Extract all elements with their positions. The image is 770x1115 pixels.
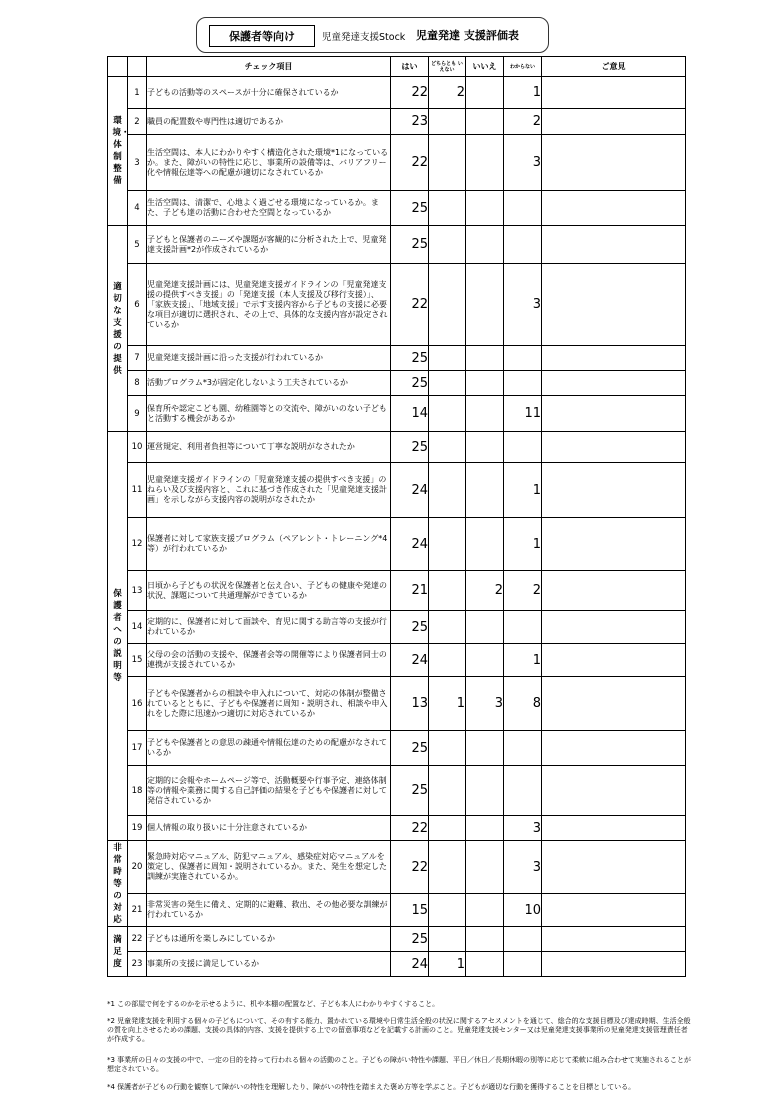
unknown-count (504, 346, 542, 371)
no-count (466, 731, 504, 766)
unknown-count: 2 (504, 571, 542, 611)
unknown-count: 3 (504, 135, 542, 191)
no-count (466, 644, 504, 677)
unknown-count (504, 927, 542, 952)
neutral-count (429, 346, 466, 371)
no-count (466, 841, 504, 894)
opinion-cell (542, 135, 686, 191)
table-row (108, 611, 686, 644)
check-item-text: 生活空間は、清潔で、心地よく過ごせる環境になっているか。また、子ども達の活動に合わせた空間となっているか (147, 191, 391, 226)
yes-count: 24 (391, 463, 429, 518)
check-item-header: チェック項目 (147, 57, 391, 77)
check-item-text: 生活空間は、本人にわかりやすく構造化された環境*1になっているか。また、障がいの特性に応じ、事業所の設備等は、バリアフリー化や情報伝達等への配慮が適切になされているか (147, 135, 391, 191)
item-number: 1 (128, 77, 147, 109)
footnote-3: *3 事業所の日々の支援の中で、一定の目的を持って行われる個々の活動のこと。子どもの障がい特性や課題、平日／休日／長期休暇の別等に応じて柔軟に組み合わせて実施されることが想定されている。 (107, 1056, 692, 1073)
yes-count: 25 (391, 371, 429, 396)
unknown-count (504, 191, 542, 226)
neutral-count (429, 463, 466, 518)
no-count (466, 226, 504, 264)
opinion-cell (542, 191, 686, 226)
table-row (108, 191, 686, 226)
opinion-cell (542, 396, 686, 432)
table-body (108, 77, 686, 977)
table-row (108, 731, 686, 766)
table-row (108, 77, 686, 109)
yes-count: 25 (391, 191, 429, 226)
no-count (466, 894, 504, 927)
unknown-count: 10 (504, 894, 542, 927)
neutral-count: 1 (429, 952, 466, 977)
no-count (466, 518, 504, 571)
yes-count: 25 (391, 226, 429, 264)
check-item-text: 定期的に会報やホームページ等で、活動概要や行事予定、連絡体制等の情報や業務に関する自己評価の結果を子どもや保護者に対して発信されているか (147, 766, 391, 816)
no-count (466, 463, 504, 518)
item-number: 21 (128, 894, 147, 927)
table-row (108, 894, 686, 927)
check-item-text: 児童発達支援計画に沿った支援が行われているか (147, 346, 391, 371)
unknown-count: 2 (504, 109, 542, 135)
table-row (108, 766, 686, 816)
check-item-text: 職員の配置数や専門性は適切であるか (147, 109, 391, 135)
item-number: 5 (128, 226, 147, 264)
table-row (108, 677, 686, 731)
category-header (108, 57, 128, 77)
unknown-count: 3 (504, 264, 542, 346)
neutral-count (429, 432, 466, 463)
no-count (466, 927, 504, 952)
item-number: 20 (128, 841, 147, 894)
neutral-count (429, 927, 466, 952)
opinion-cell (542, 518, 686, 571)
check-item-text: 個人情報の取り扱いに十分注意されているか (147, 816, 391, 841)
no-count (466, 264, 504, 346)
category-cell (108, 226, 128, 432)
unknown-count: 1 (504, 77, 542, 109)
neutral-count (429, 226, 466, 264)
neutral-count (429, 109, 466, 135)
unknown-count: 1 (504, 463, 542, 518)
check-item-text: 保護者に対して家族支援プログラム（ペアレント・トレーニング*4等）が行われているか (147, 518, 391, 571)
footnote-1: *1 この部屋で何をするのかを示せるように、机や本棚の配置など、子ども本人にわかりやすくすること。 (107, 1000, 440, 1008)
neutral-count (429, 841, 466, 894)
table-row (108, 841, 686, 894)
check-item-text: 日頃から子どもの状況を保護者と伝え合い、子どもの健康や発達の状況、課題について共通理解ができているか (147, 571, 391, 611)
check-item-text: 子どもや保護者からの相談や申入れについて、対応の体制が整備されているとともに、子どもや保護者に周知・説明され、相談や申入れをした際に迅速かつ適切に対応されているか (147, 677, 391, 731)
item-number: 22 (128, 927, 147, 952)
neutral-count (429, 816, 466, 841)
yes-count: 23 (391, 109, 429, 135)
table-row (108, 346, 686, 371)
neutral-count (429, 191, 466, 226)
unknown-count: 3 (504, 841, 542, 894)
no-header: いいえ (466, 57, 504, 77)
item-number: 19 (128, 816, 147, 841)
no-count (466, 77, 504, 109)
category-label: 非常時等の対応 (113, 842, 122, 925)
yes-count: 25 (391, 927, 429, 952)
unknown-count (504, 952, 542, 977)
yes-count: 15 (391, 894, 429, 927)
unknown-count: 1 (504, 644, 542, 677)
document-title: 児童発達 支援評価表 (416, 29, 519, 42)
yes-count: 22 (391, 816, 429, 841)
category-label: 適切な支援の提供 (113, 281, 122, 376)
no-count (466, 611, 504, 644)
category-cell (108, 927, 128, 977)
opinion-cell (542, 927, 686, 952)
yes-header: はい (391, 57, 429, 77)
item-number: 3 (128, 135, 147, 191)
category-cell (108, 841, 128, 927)
yes-count: 24 (391, 952, 429, 977)
opinion-cell (542, 841, 686, 894)
item-number: 17 (128, 731, 147, 766)
opinion-cell (542, 894, 686, 927)
item-number: 13 (128, 571, 147, 611)
yes-count: 25 (391, 432, 429, 463)
yes-count: 21 (391, 571, 429, 611)
neutral-count (429, 264, 466, 346)
check-item-text: 運営規定、利用者負担等について丁寧な説明がなされたか (147, 432, 391, 463)
item-number: 7 (128, 346, 147, 371)
no-count: 3 (466, 677, 504, 731)
item-number: 10 (128, 432, 147, 463)
table-row (108, 644, 686, 677)
opinion-cell (542, 77, 686, 109)
opinion-cell (542, 432, 686, 463)
yes-count: 22 (391, 264, 429, 346)
item-number: 14 (128, 611, 147, 644)
opinion-cell (542, 731, 686, 766)
table-row (108, 432, 686, 463)
item-number: 11 (128, 463, 147, 518)
no-count (466, 816, 504, 841)
no-count: 2 (466, 571, 504, 611)
check-item-text: 定期的に、保護者に対して面談や、育児に関する助言等の支援が行われているか (147, 611, 391, 644)
footnote-4: *4 保護者が子どもの行動を観察して障がいの特性を理解したり、障がいの特性を踏まえた褒め方等を学ぶこと。子どもが適切な行動を獲得することを目標としている。 (107, 1083, 636, 1091)
table-row (108, 463, 686, 518)
opinion-cell (542, 677, 686, 731)
opinion-cell (542, 463, 686, 518)
check-item-text: 子どもは通所を楽しみにしているか (147, 927, 391, 952)
unknown-count (504, 432, 542, 463)
no-count (466, 371, 504, 396)
no-count (466, 109, 504, 135)
item-number: 12 (128, 518, 147, 571)
table-row (108, 571, 686, 611)
unknown-count (504, 371, 542, 396)
unknown-count (504, 766, 542, 816)
unknown-count (504, 226, 542, 264)
item-number: 8 (128, 371, 147, 396)
category-cell (108, 77, 128, 226)
no-count (466, 952, 504, 977)
table-row (108, 109, 686, 135)
category-label: 保護者への説明等 (113, 589, 122, 683)
table-row (108, 226, 686, 264)
opinion-cell (542, 346, 686, 371)
check-item-text: 子どもと保護者のニーズや課題が客観的に分析された上で、児童発達支援計画*2が作成されているか (147, 226, 391, 264)
opinion-cell (542, 571, 686, 611)
check-item-text: 児童発達支援計画には、児童発達支援ガイドラインの「児童発達支援の提供すべき支援」の「発達支援（本人支援及び移行支援）」、「家族支援」、「地域支援」で示す支援内容から子どもの支援に必要な項目が適切に選択され、その上で、具体的な支援内容が設定されているか (147, 264, 391, 346)
unknown-count: 11 (504, 396, 542, 432)
opinion-cell (542, 816, 686, 841)
item-number: 9 (128, 396, 147, 432)
check-item-text: 非常災害の発生に備え、定期的に避難、救出、その他必要な訓練が行われているか (147, 894, 391, 927)
yes-count: 22 (391, 841, 429, 894)
yes-count: 24 (391, 644, 429, 677)
opinion-cell (542, 226, 686, 264)
neutral-count (429, 396, 466, 432)
opinion-cell (542, 264, 686, 346)
neutral-count: 1 (429, 677, 466, 731)
check-item-text: 子どもの活動等のスペースが十分に確保されているか (147, 77, 391, 109)
yes-count: 13 (391, 677, 429, 731)
yes-count: 22 (391, 77, 429, 109)
neutral-count (429, 518, 466, 571)
check-item-text: 事業所の支援に満足しているか (147, 952, 391, 977)
category-cell (108, 432, 128, 841)
unknown-count (504, 731, 542, 766)
yes-count: 24 (391, 518, 429, 571)
evaluation-table (107, 56, 686, 977)
organization-name: 児童発達支援Stock (322, 32, 406, 43)
no-count (466, 191, 504, 226)
opinion-header: ご意見 (542, 57, 686, 77)
unknown-count: 1 (504, 518, 542, 571)
category-label: 環境・体制整備 (112, 116, 130, 186)
footnote-2: *2 児童発達支援を利用する個々の子どもについて、その有する能力、置かれている環境や日常生活全般の状況に関するアセスメントを通じて、総合的な支援目標及び達成時期、生活全般の質を向上させるための課題、支援の具体的内容、支援を提供する上での留意事項などを記載する計画のこと。児童発達支援センター又は児童発達支援事業所の児童発達支援管理責任者が作成する。 (107, 1017, 691, 1043)
item-number: 6 (128, 264, 147, 346)
category-label: 満足度 (113, 934, 122, 969)
check-item-text: 児童発達支援ガイドラインの「児童発達支援の提供すべき支援」のねらい及び支援内容と、これに基づき作成された「児童発達支援計画」を示しながら支援内容の説明がなされたか (147, 463, 391, 518)
table-row (108, 371, 686, 396)
table-row (108, 396, 686, 432)
check-item-text: 緊急時対応マニュアル、防犯マニュアル、感染症対応マニュアルを策定し、保護者に周知・説明されているか。また、発生を想定した訓練が実施されているか。 (147, 841, 391, 894)
check-item-text: 保育所や認定こども園、幼稚園等との交流や、障がいのない子どもと活動する機会があるか (147, 396, 391, 432)
no-count (466, 346, 504, 371)
table-row (108, 927, 686, 952)
neutral-count (429, 611, 466, 644)
check-item-text: 父母の会の活動の支援や、保護者会等の開催等により保護者同士の連携が支援されているか (147, 644, 391, 677)
neutral-count (429, 766, 466, 816)
yes-count: 25 (391, 766, 429, 816)
yes-count: 25 (391, 346, 429, 371)
neutral-count (429, 571, 466, 611)
number-header (128, 57, 147, 77)
item-number: 4 (128, 191, 147, 226)
neutral-count (429, 894, 466, 927)
unknown-count: 3 (504, 816, 542, 841)
opinion-cell (542, 109, 686, 135)
table-row (108, 816, 686, 841)
opinion-cell (542, 371, 686, 396)
check-item-text: 子どもや保護者との意思の疎通や情報伝達のための配慮がなされているか (147, 731, 391, 766)
neutral-header: どちらとも いえない (429, 57, 466, 77)
neutral-count (429, 644, 466, 677)
unknown-count: 8 (504, 677, 542, 731)
neutral-count: 2 (429, 77, 466, 109)
unknown-header: わからない (504, 57, 542, 77)
no-count (466, 432, 504, 463)
item-number: 23 (128, 952, 147, 977)
neutral-count (429, 731, 466, 766)
table-row (108, 518, 686, 571)
yes-count: 25 (391, 731, 429, 766)
table-row (108, 264, 686, 346)
opinion-cell (542, 611, 686, 644)
no-count (466, 766, 504, 816)
item-number: 15 (128, 644, 147, 677)
no-count (466, 396, 504, 432)
table-row (108, 135, 686, 191)
audience-badge: 保護者等向け (209, 25, 315, 47)
item-number: 2 (128, 109, 147, 135)
no-count (466, 135, 504, 191)
yes-count: 25 (391, 611, 429, 644)
opinion-cell (542, 952, 686, 977)
opinion-cell (542, 766, 686, 816)
column-header-row (108, 57, 686, 77)
yes-count: 14 (391, 396, 429, 432)
unknown-count (504, 611, 542, 644)
yes-count: 22 (391, 135, 429, 191)
item-number: 16 (128, 677, 147, 731)
opinion-cell (542, 644, 686, 677)
neutral-count (429, 135, 466, 191)
table-row (108, 952, 686, 977)
check-item-text: 活動プログラム*3が固定化しないよう工夫されているか (147, 371, 391, 396)
item-number: 18 (128, 766, 147, 816)
neutral-count (429, 371, 466, 396)
